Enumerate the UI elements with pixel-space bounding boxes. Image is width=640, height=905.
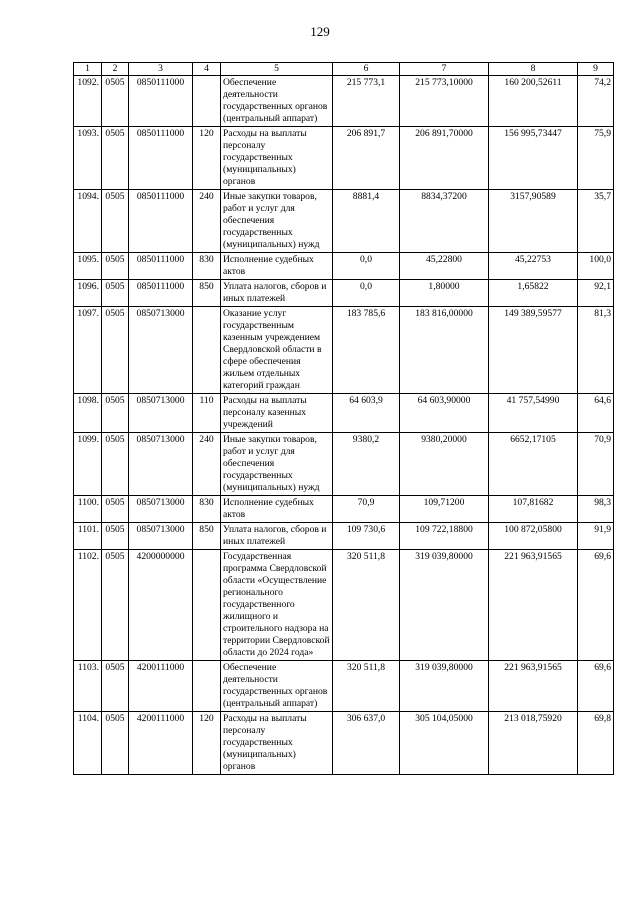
expense-name: Оказание услуг государственным казенным учреждением Свердловской области в сфере обеспечения жильем отдельных категорий граждан xyxy=(221,307,333,394)
table-row xyxy=(74,253,614,280)
target-article-code: 4200000000 xyxy=(129,550,193,661)
table-row xyxy=(74,127,614,190)
approved-amount: 64 603,9 xyxy=(333,394,400,433)
execution-percent: 70,9 xyxy=(578,433,614,496)
execution-percent: 69,6 xyxy=(578,661,614,712)
target-article-code: 0850111000 xyxy=(129,127,193,190)
section-code: 0505 xyxy=(102,712,129,775)
page-number: 129 xyxy=(310,24,330,39)
row-number: 1104. xyxy=(74,712,102,775)
table-row xyxy=(74,433,614,496)
section-code: 0505 xyxy=(102,523,129,550)
section-code: 0505 xyxy=(102,127,129,190)
header-col-2: 2 xyxy=(102,63,129,76)
approved-amount: 70,9 xyxy=(333,496,400,523)
table-row xyxy=(74,394,614,433)
table-body xyxy=(74,76,614,775)
expense-type-code xyxy=(193,307,221,394)
target-article-code: 0850111000 xyxy=(129,280,193,307)
expense-type-code xyxy=(193,550,221,661)
table-row xyxy=(74,307,614,394)
approved-amount: 8881,4 xyxy=(333,190,400,253)
budget-table xyxy=(73,62,614,775)
expense-name: Иные закупки товаров, работ и услуг для обеспечения государственных (муниципальных) нужд xyxy=(221,433,333,496)
execution-percent: 92,1 xyxy=(578,280,614,307)
table-row xyxy=(74,661,614,712)
target-article-code: 0850713000 xyxy=(129,433,193,496)
execution-percent: 75,9 xyxy=(578,127,614,190)
header-col-1: 1 xyxy=(74,63,102,76)
expense-name: Исполнение судебных актов xyxy=(221,496,333,523)
approved-amount: 0,0 xyxy=(333,253,400,280)
table-row xyxy=(74,523,614,550)
executed-amount: 221 963,91565 xyxy=(489,661,578,712)
refined-amount: 45,22800 xyxy=(400,253,489,280)
row-number: 1093. xyxy=(74,127,102,190)
target-article-code: 0850713000 xyxy=(129,307,193,394)
approved-amount: 9380,2 xyxy=(333,433,400,496)
expense-name: Расходы на выплаты персоналу казенных учреждений xyxy=(221,394,333,433)
expense-name: Исполнение судебных актов xyxy=(221,253,333,280)
refined-amount: 206 891,70000 xyxy=(400,127,489,190)
table-row xyxy=(74,76,614,127)
expense-type-code: 830 xyxy=(193,496,221,523)
execution-percent: 98,3 xyxy=(578,496,614,523)
expense-type-code: 850 xyxy=(193,523,221,550)
executed-amount: 1,65822 xyxy=(489,280,578,307)
approved-amount: 215 773,1 xyxy=(333,76,400,127)
row-number: 1097. xyxy=(74,307,102,394)
refined-amount: 183 816,00000 xyxy=(400,307,489,394)
expense-type-code: 110 xyxy=(193,394,221,433)
approved-amount: 0,0 xyxy=(333,280,400,307)
expense-type-code xyxy=(193,661,221,712)
row-number: 1101. xyxy=(74,523,102,550)
expense-name: Расходы на выплаты персоналу государственных (муниципальных) органов xyxy=(221,712,333,775)
executed-amount: 100 872,05800 xyxy=(489,523,578,550)
approved-amount: 320 511,8 xyxy=(333,661,400,712)
execution-percent: 69,8 xyxy=(578,712,614,775)
row-number: 1095. xyxy=(74,253,102,280)
header-col-7: 7 xyxy=(400,63,489,76)
target-article-code: 0850713000 xyxy=(129,496,193,523)
target-article-code: 0850111000 xyxy=(129,253,193,280)
refined-amount: 109,71200 xyxy=(400,496,489,523)
executed-amount: 149 389,59577 xyxy=(489,307,578,394)
expense-type-code: 850 xyxy=(193,280,221,307)
expense-name: Иные закупки товаров, работ и услуг для обеспечения государственных (муниципальных) нужд xyxy=(221,190,333,253)
executed-amount: 45,22753 xyxy=(489,253,578,280)
refined-amount: 109 722,18800 xyxy=(400,523,489,550)
section-code: 0505 xyxy=(102,550,129,661)
section-code: 0505 xyxy=(102,661,129,712)
table-row xyxy=(74,280,614,307)
approved-amount: 183 785,6 xyxy=(333,307,400,394)
refined-amount: 64 603,90000 xyxy=(400,394,489,433)
row-number: 1100. xyxy=(74,496,102,523)
executed-amount: 160 200,52611 xyxy=(489,76,578,127)
header-col-8: 8 xyxy=(489,63,578,76)
target-article-code: 4200111000 xyxy=(129,661,193,712)
section-code: 0505 xyxy=(102,394,129,433)
executed-amount: 156 995,73447 xyxy=(489,127,578,190)
executed-amount: 41 757,54990 xyxy=(489,394,578,433)
section-code: 0505 xyxy=(102,307,129,394)
header-col-4: 4 xyxy=(193,63,221,76)
target-article-code: 0850111000 xyxy=(129,190,193,253)
execution-percent: 35,7 xyxy=(578,190,614,253)
execution-percent: 91,9 xyxy=(578,523,614,550)
row-number: 1099. xyxy=(74,433,102,496)
header-col-5: 5 xyxy=(221,63,333,76)
table-header xyxy=(74,63,614,76)
execution-percent: 69,6 xyxy=(578,550,614,661)
row-number: 1102. xyxy=(74,550,102,661)
expense-type-code: 120 xyxy=(193,712,221,775)
expense-name: Расходы на выплаты персоналу государственных (муниципальных) органов xyxy=(221,127,333,190)
refined-amount: 319 039,80000 xyxy=(400,550,489,661)
approved-amount: 306 637,0 xyxy=(333,712,400,775)
expense-type-code: 240 xyxy=(193,190,221,253)
table-row xyxy=(74,496,614,523)
refined-amount: 319 039,80000 xyxy=(400,661,489,712)
executed-amount: 213 018,75920 xyxy=(489,712,578,775)
expense-name: Уплата налогов, сборов и иных платежей xyxy=(221,523,333,550)
approved-amount: 320 511,8 xyxy=(333,550,400,661)
refined-amount: 305 104,05000 xyxy=(400,712,489,775)
target-article-code: 4200111000 xyxy=(129,712,193,775)
table-row xyxy=(74,550,614,661)
target-article-code: 0850713000 xyxy=(129,394,193,433)
section-code: 0505 xyxy=(102,253,129,280)
executed-amount: 6652,17105 xyxy=(489,433,578,496)
expense-name: Обеспечение деятельности государственных органов (центральный аппарат) xyxy=(221,76,333,127)
table-row xyxy=(74,190,614,253)
execution-percent: 74,2 xyxy=(578,76,614,127)
executed-amount: 221 963,91565 xyxy=(489,550,578,661)
execution-percent: 100,0 xyxy=(578,253,614,280)
header-col-3: 3 xyxy=(129,63,193,76)
header-col-6: 6 xyxy=(333,63,400,76)
expense-name: Обеспечение деятельности государственных органов (центральный аппарат) xyxy=(221,661,333,712)
expense-type-code: 240 xyxy=(193,433,221,496)
row-number: 1096. xyxy=(74,280,102,307)
execution-percent: 64,6 xyxy=(578,394,614,433)
execution-percent: 81,3 xyxy=(578,307,614,394)
section-code: 0505 xyxy=(102,280,129,307)
section-code: 0505 xyxy=(102,433,129,496)
approved-amount: 206 891,7 xyxy=(333,127,400,190)
section-code: 0505 xyxy=(102,190,129,253)
expense-type-code xyxy=(193,76,221,127)
row-number: 1094. xyxy=(74,190,102,253)
target-article-code: 0850111000 xyxy=(129,76,193,127)
section-code: 0505 xyxy=(102,496,129,523)
expense-type-code: 120 xyxy=(193,127,221,190)
section-code: 0505 xyxy=(102,76,129,127)
table-row xyxy=(74,712,614,775)
executed-amount: 3157,90589 xyxy=(489,190,578,253)
expense-name: Государственная программа Свердловской области «Осуществление регионального государственного жилищного и строительного надзора на территории Свердловской области до 2024 года» xyxy=(221,550,333,661)
executed-amount: 107,81682 xyxy=(489,496,578,523)
expense-name: Уплата налогов, сборов и иных платежей xyxy=(221,280,333,307)
header-col-9: 9 xyxy=(578,63,614,76)
expense-type-code: 830 xyxy=(193,253,221,280)
refined-amount: 1,80000 xyxy=(400,280,489,307)
refined-amount: 9380,20000 xyxy=(400,433,489,496)
approved-amount: 109 730,6 xyxy=(333,523,400,550)
row-number: 1103. xyxy=(74,661,102,712)
row-number: 1092. xyxy=(74,76,102,127)
refined-amount: 215 773,10000 xyxy=(400,76,489,127)
refined-amount: 8834,37200 xyxy=(400,190,489,253)
row-number: 1098. xyxy=(74,394,102,433)
target-article-code: 0850713000 xyxy=(129,523,193,550)
header-row xyxy=(74,63,614,76)
